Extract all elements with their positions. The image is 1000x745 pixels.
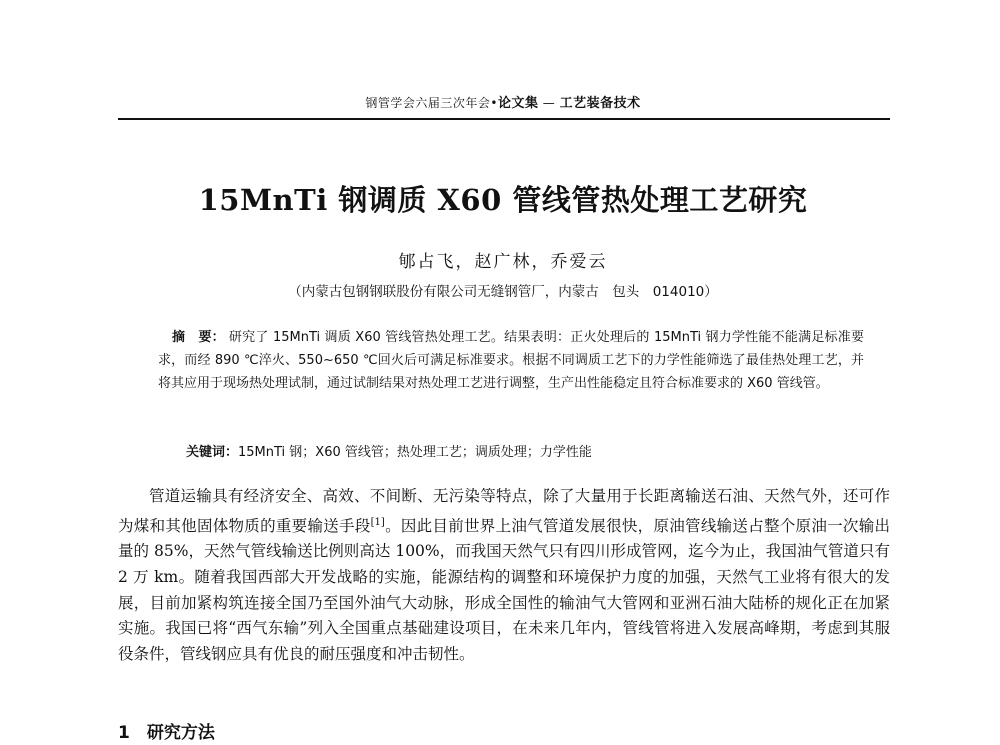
running-header (118, 92, 888, 111)
section-heading: 1 研究方法 (118, 723, 215, 743)
header-dash: — (542, 96, 556, 110)
header-track: 工艺装备技术 (559, 96, 641, 111)
header-rule (118, 118, 890, 120)
reference-1[interactable]: [1] (370, 516, 385, 528)
abstract-label: 摘 要： (172, 330, 225, 345)
body-text-2: 。因此目前世界上油气管道发展很快，原油管线输送占整个原油一次输出量的 85%，天然气管线输送比例则高达 100%，而我国天然气只有四川形成管网，迄今为止，我国油气管道只有 2 万 km。随着我国西部大开发战略的实施，能源结构的调整和环境保护力度的加强，天然气工业将有很大的发展，目前加紧构筑连接全国乃至国外油气大动脉，形成全国性的输油气大管网和亚洲石油大陆桥的规化正在加紧实施。我国已将“西气东输”列入全国重点基础建设项目，在未来几年内，管线管将进入发展高峰期，考虑到其服役条件，管线钢应具有优良的耐压强度和冲击韧性。 (118, 516, 890, 663)
abstract (158, 326, 864, 395)
keywords-label: 关键词： (186, 445, 239, 460)
abstract-text: 研究了 15MnTi 调质 X60 管线管热处理工艺。结果表明：正火处理后的 15MnTi 钢力学性能不能满足标准要求，而经 890 ℃淬火、550~650 ℃回火后可满足标准要求。根据不同调质工艺下的力学性能筛选了最佳热处理工艺，并将其应用于现场热处理试制，通过试制结果对热处理工艺进行调整，生产出性能稳定且符合标准要求的 X60 管线管。 (158, 330, 864, 391)
keywords-text: 15MnTi 钢；X60 管线管；热处理工艺；调质处理；力学性能 (238, 445, 592, 460)
header-collection: 论文集 (497, 96, 539, 111)
header-conference: 钢管学会六届三次年会 (365, 96, 491, 110)
header-bullet: • (490, 96, 498, 110)
keywords (158, 443, 864, 463)
paper-affiliation: （内蒙古包钢钢联股份有限公司无缝钢管厂，内蒙古 包头 014010） (288, 284, 718, 300)
paper-title: 15MnTi 钢调质 X60 管线管热处理工艺研究 (198, 183, 808, 217)
body-paragraph (118, 484, 890, 667)
body-text-1: 管道运输具有经济安全、高效、不间断、无污染等特点，除了大量用于长距离输送石油、天然气外，还可作为煤和其他固体物质的重要输送手段 (118, 487, 890, 535)
paper-authors: 郇占飞，赵广林，乔爱云 (398, 252, 608, 272)
